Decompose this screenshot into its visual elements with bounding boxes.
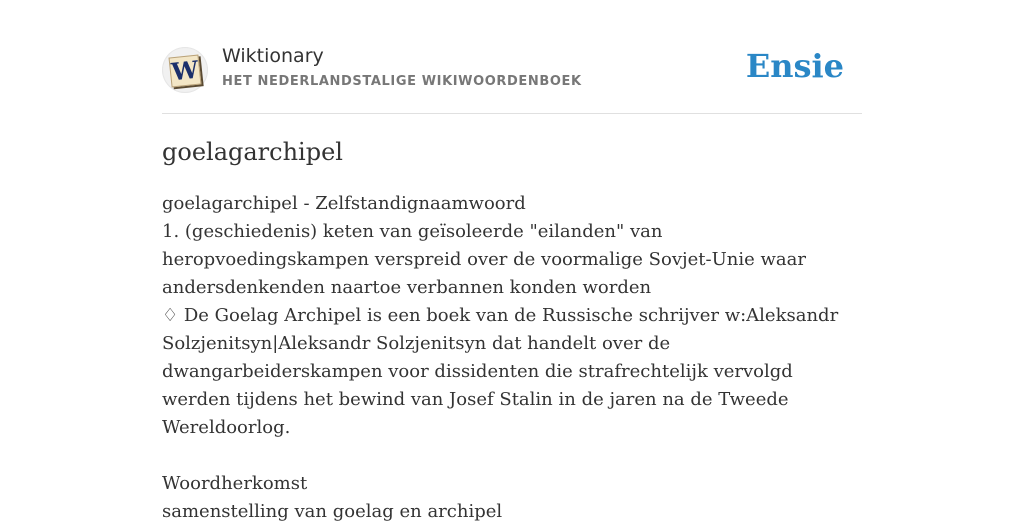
spacer [162, 442, 862, 470]
ensie-brand-logo[interactable]: Ensie [745, 47, 844, 85]
entry-content [162, 190, 862, 526]
etymology-text: samenstelling van goelag en archipel [162, 501, 503, 522]
entry-example: ♢ De Goelag Archipel is een boek van de Russische schrijver w:Aleksandr Solzjenitsyn|Aleksandr Solzjenitsyn dat handelt over de dwangarbeiderskampen voor dissidenten die strafrechtelijk vervolgd werden tijdens het bewind van Josef Stalin in de jaren na de Tweede Wereldoorlog. [162, 305, 839, 438]
header [162, 0, 862, 114]
etymology-heading: Woordherkomst [162, 473, 308, 494]
page-title: goelagarchipel [162, 138, 343, 166]
entry-headline: goelagarchipel - Zelfstandignaamwoord [162, 193, 526, 214]
site-subtitle: HET NEDERLANDSTALIGE WIKIWOORDENBOEK [222, 74, 582, 89]
wiktionary-logo[interactable] [162, 47, 208, 93]
entry-definition: 1. (geschiedenis) keten van geïsoleerde "eilanden" van heropvoedingskampen verspreid over de voormalige Sovjet-Unie waar andersdenkenden naartoe verbannen konden worden [162, 221, 806, 298]
page [162, 0, 862, 522]
site-title[interactable]: Wiktionary [222, 45, 324, 67]
w-tile-icon: W [170, 54, 200, 87]
